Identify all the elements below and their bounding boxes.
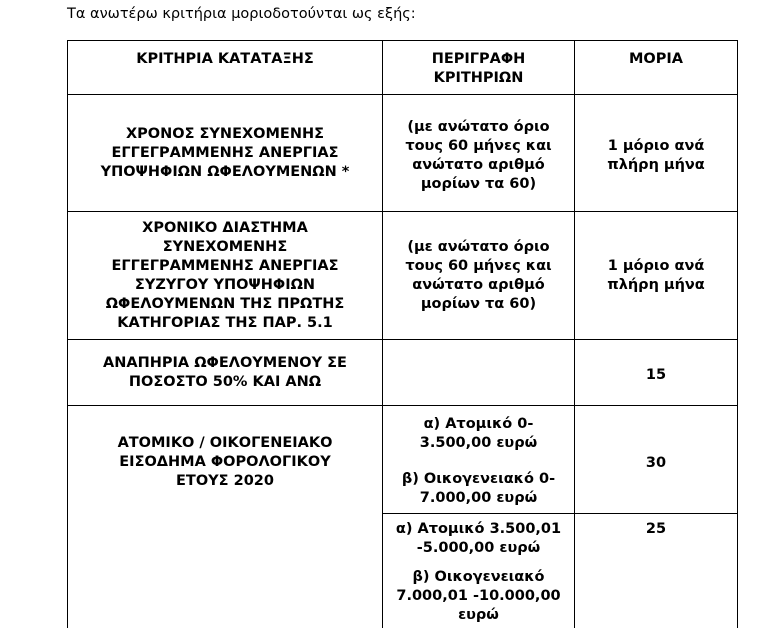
income-band-2-points: 25 — [645, 520, 667, 537]
income-band-1-family: β) Οικογενειακό 0- 7.000,00 ευρώ — [401, 470, 556, 506]
income-band-2-family: β) Οικογενειακό 7.000,01 -10.000,00 ευρώ — [396, 568, 561, 623]
row3-points: 15 — [645, 366, 667, 383]
row3-criterion: ΑΝΑΠΗΡΙΑ ΩΦΕΛΟΥΜΕΝΟΥ ΣΕ ΠΟΣΟΣΤΟ 50% ΚΑΙ ΑΝΩ — [103, 355, 347, 390]
row2-criterion: ΧΡΟΝΙΚΟ ΔΙΑΣΤΗΜΑ ΣΥΝΕΧΟΜΕΝΗΣ ΕΓΓΕΓΡΑΜΜΕΝΗΣ ΑΝΕΡΓΙΑΣ ΣΥΖΥΓΟΥ ΥΠΟΨΗΦΙΩΝ ΩΦΕΛΟΥΜΕΝΩΝ ΤΗΣ ΠΡΩΤΗΣ ΚΑΤΗΓΟΡΙΑΣ ΤΗΣ ΠΑΡ. 5.1 — [105, 220, 345, 331]
income-band-1-points: 30 — [645, 454, 667, 471]
header-points: ΜΟΡΙΑ — [629, 51, 683, 67]
row1-points: 1 μόριο ανά πλήρη μήνα — [607, 138, 705, 173]
income-band-2-description — [383, 518, 574, 626]
row2-points: 1 μόριο ανά πλήρη μήνα — [607, 258, 705, 293]
income-band-2-individual: α) Ατομικό 3.500,01 -5.000,00 ευρώ — [395, 520, 562, 556]
intro-text: Τα ανωτέρω κριτήρια μοριοδοτούνται ως εξής: — [67, 6, 416, 22]
header-description: ΠΕΡΙΓΡΑΦΗ ΚΡΙΤΗΡΙΩΝ — [431, 51, 526, 86]
row3-description — [383, 340, 574, 405]
income-band-1-description — [383, 409, 574, 513]
row4-criterion: ΑΤΟΜΙΚΟ / ΟΙΚΟΓΕΝΕΙΑΚΟ ΕΙΣΟΔΗΜΑ ΦΟΡΟΛΟΓΙΚΟΥ ΕΤΟΥΣ 2020 — [117, 434, 333, 489]
row1-criterion: ΧΡΟΝΟΣ ΣΥΝΕΧΟΜΕΝΗΣ ΕΓΓΕΓΡΑΜΜΕΝΗΣ ΑΝΕΡΓΙΑΣ ΥΠΟΨΗΦΙΩΝ ΩΦΕΛΟΥΜΕΝΩΝ * — [100, 126, 350, 180]
row2-description: (με ανώτατο όριο τους 60 μήνες και ανώτατο αριθμό μορίων τα 60) — [405, 239, 552, 312]
row1-description: (με ανώτατο όριο τους 60 μήνες και ανώτατο αριθμό μορίων τα 60) — [405, 119, 552, 192]
income-band-1-individual: α) Ατομικό 0- 3.500,00 ευρώ — [419, 415, 538, 451]
header-criteria: ΚΡΙΤΗΡΙΑ ΚΑΤΑΤΑΞΗΣ — [136, 51, 314, 67]
